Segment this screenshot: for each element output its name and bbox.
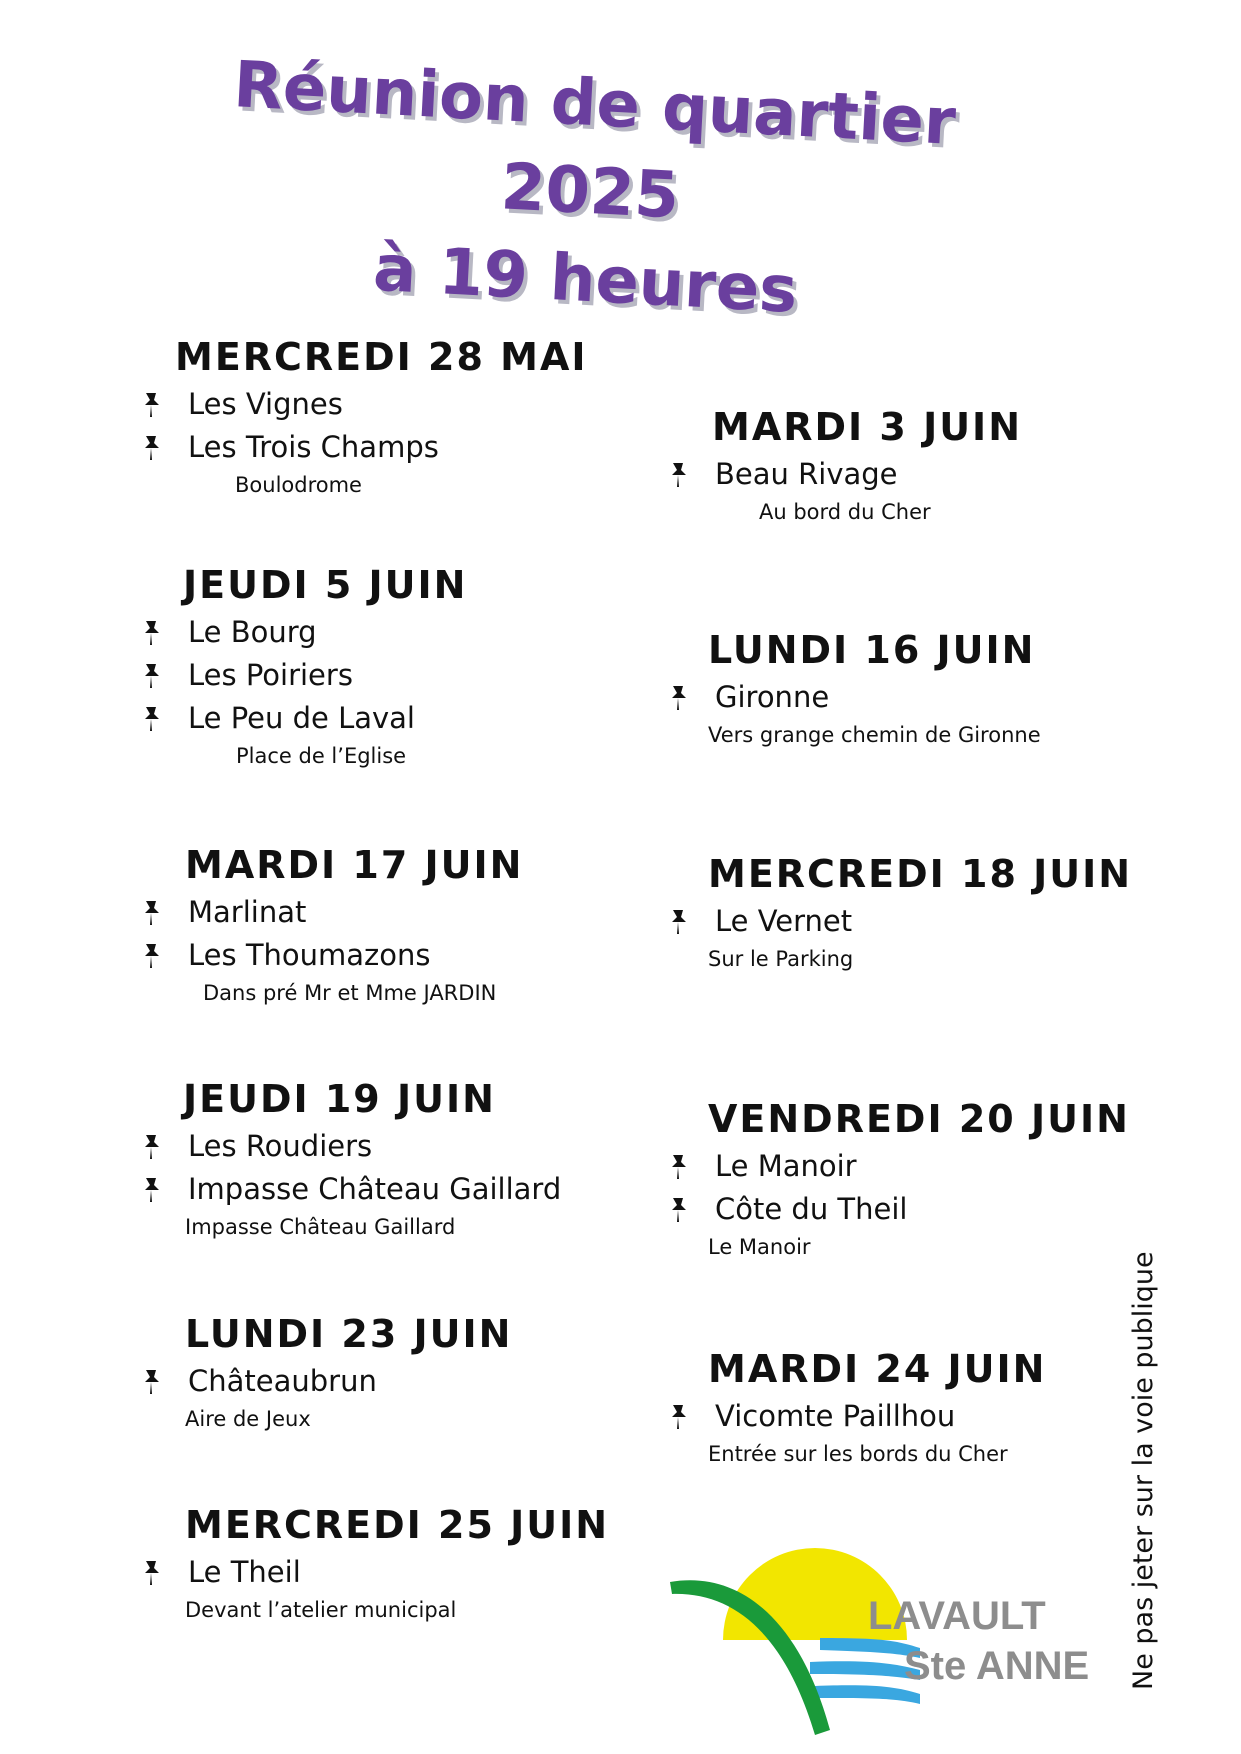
page-title	[134, 37, 1047, 348]
pushpin-icon	[667, 1403, 691, 1431]
meeting-block	[185, 1312, 512, 1435]
meeting-block	[175, 335, 588, 501]
pushpin-icon	[667, 461, 691, 489]
meeting-place: Entrée sur les bords du Cher	[708, 1442, 1008, 1466]
pushpin-icon	[140, 619, 164, 647]
meeting-block	[185, 843, 523, 1009]
list-item: Le Peu de Laval	[140, 697, 467, 740]
pushpin-icon	[667, 1153, 691, 1181]
meeting-block	[183, 1077, 561, 1243]
meeting-place: Sur le Parking	[708, 947, 854, 971]
pushpin-icon	[140, 1368, 164, 1396]
title-line-2: à 19 heures	[371, 231, 800, 328]
list-item: Les Thoumazons	[140, 934, 523, 977]
meeting-day: LUNDI 23 JUIN	[185, 1312, 513, 1356]
meeting-block	[708, 852, 1132, 975]
list-item: Côte du Theil	[667, 1188, 1130, 1231]
list-item: Châteaubrun	[140, 1360, 512, 1403]
pushpin-icon	[667, 908, 691, 936]
meeting-place: Au bord du Cher	[759, 500, 931, 524]
list-item: Beau Rivage	[667, 453, 1022, 496]
pushpin-icon	[140, 899, 164, 927]
title-line-1: Réunion de quartier 2025	[231, 48, 958, 234]
list-item: Marlinat	[140, 891, 523, 934]
pushpin-icon	[140, 662, 164, 690]
meeting-place: Impasse Château Gaillard	[185, 1215, 456, 1239]
logo-text-line-2: Ste ANNE	[904, 1644, 1090, 1688]
meeting-block	[708, 628, 1041, 751]
list-item: Impasse Château Gaillard	[140, 1168, 561, 1211]
meeting-block	[708, 1347, 1046, 1470]
logo-text-line-1: LAVAULT	[868, 1594, 1046, 1638]
meeting-block	[708, 1097, 1130, 1263]
list-item: Le Theil	[140, 1551, 609, 1594]
meeting-day: MERCREDI 18 JUIN	[708, 852, 1133, 896]
pushpin-icon	[140, 942, 164, 970]
pushpin-icon	[140, 1133, 164, 1161]
meeting-place: Boulodrome	[235, 473, 362, 497]
meeting-day: MARDI 3 JUIN	[712, 405, 1023, 449]
pushpin-icon	[140, 434, 164, 462]
meeting-block	[185, 1503, 609, 1626]
meeting-day: MERCREDI 28 MAI	[175, 335, 588, 379]
meeting-day: LUNDI 16 JUIN	[708, 628, 1036, 672]
list-item: Le Vernet	[667, 900, 1132, 943]
meeting-place: Place de l’Eglise	[236, 744, 407, 768]
list-item: Les Vignes	[140, 383, 588, 426]
list-item: Les Poiriers	[140, 654, 467, 697]
meeting-place: Vers grange chemin de Gironne	[708, 723, 1041, 747]
meeting-day: MERCREDI 25 JUIN	[185, 1503, 610, 1547]
meeting-day: JEUDI 5 JUIN	[183, 563, 468, 607]
meeting-place: Devant l’atelier municipal	[185, 1598, 457, 1622]
list-item: Vicomte Paillhou	[667, 1395, 1046, 1438]
list-item: Gironne	[667, 676, 1041, 719]
meeting-day: MARDI 17 JUIN	[185, 843, 524, 887]
meeting-day: JEUDI 19 JUIN	[183, 1077, 496, 1121]
meeting-block	[183, 563, 467, 772]
meeting-day: MARDI 24 JUIN	[708, 1347, 1047, 1391]
side-note: Ne pas jeter sur la voie publique	[1128, 1251, 1159, 1690]
list-item: Le Bourg	[140, 611, 467, 654]
pushpin-icon	[140, 1176, 164, 1204]
meeting-place: Le Manoir	[708, 1235, 811, 1259]
list-item: Les Trois Champs	[140, 426, 588, 469]
list-item: Les Roudiers	[140, 1125, 561, 1168]
meeting-place: Aire de Jeux	[185, 1407, 311, 1431]
meeting-place: Dans pré Mr et Mme JARDIN	[203, 981, 497, 1005]
pushpin-icon	[140, 705, 164, 733]
pushpin-icon	[667, 684, 691, 712]
meeting-day: VENDREDI 20 JUIN	[708, 1097, 1130, 1141]
pushpin-icon	[667, 1196, 691, 1224]
list-item: Le Manoir	[667, 1145, 1130, 1188]
pushpin-icon	[140, 1559, 164, 1587]
meeting-block	[712, 405, 1022, 528]
pushpin-icon	[140, 391, 164, 419]
